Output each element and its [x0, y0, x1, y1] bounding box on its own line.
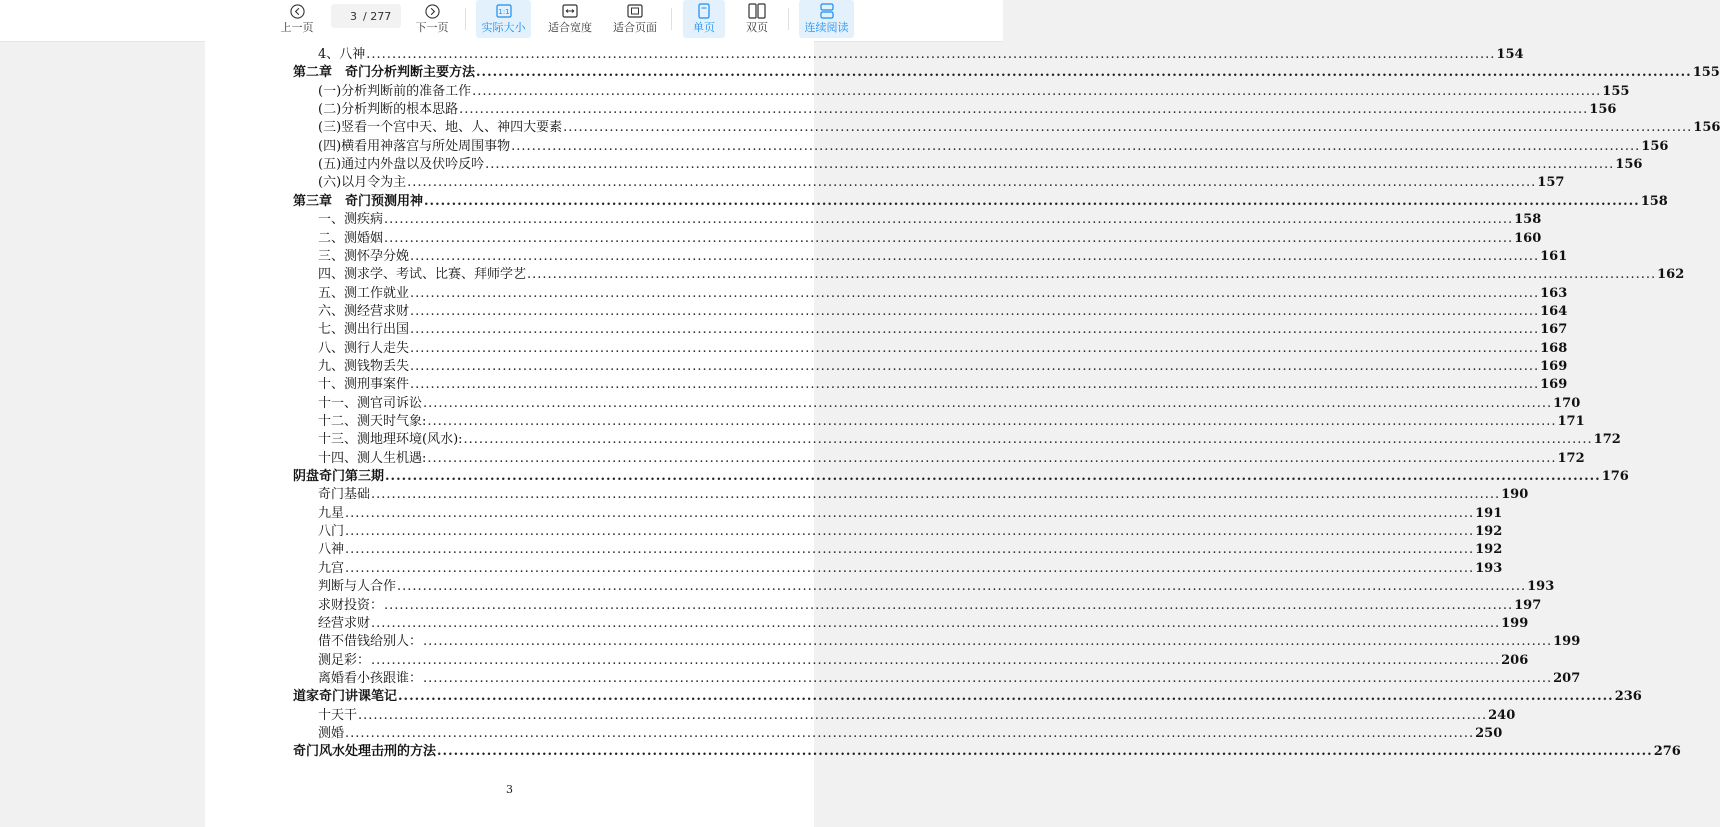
- toc-entry-page: 193: [1527, 579, 1555, 595]
- toc-entry[interactable]: [318, 247, 1568, 265]
- toc-leader-dots: ............................................................................................................................................................................................................................: [345, 505, 1475, 521]
- toc-entry-page: 276: [1653, 744, 1681, 760]
- toolbar-divider: [671, 8, 672, 30]
- toc-entry-page: 176: [1601, 469, 1629, 485]
- toolbar-divider: [788, 8, 789, 30]
- toc-entry-title: (四)横看用神落宫与所处周围事物: [318, 138, 511, 154]
- toc-entry[interactable]: [318, 394, 1581, 412]
- toc-leader-dots: ............................................................................................................................................................................................................................: [427, 414, 1557, 429]
- toc-entry-title: 十三、测地理环境(风水):: [318, 432, 463, 448]
- toc-entry-page: 172: [1593, 432, 1621, 448]
- toc-entry-page: 193: [1475, 560, 1503, 576]
- toc-leader-dots: ............................................................................................................................................................................................................................: [358, 707, 1488, 723]
- toc-entry-title: 经营求财: [318, 615, 371, 631]
- toc-leader-dots: ............................................................................................................................................................................................................................: [366, 47, 1496, 62]
- toc-entry[interactable]: [318, 614, 1529, 632]
- toc-entry[interactable]: [318, 375, 1568, 393]
- toc-entry[interactable]: [318, 559, 1503, 577]
- single-page-icon: [695, 2, 713, 20]
- toc-entry-title: 离婚看小孩跟谁：: [318, 670, 423, 686]
- fit-width-label: 适合宽度: [548, 21, 592, 34]
- toc-leader-dots: ............................................................................................................................................................................................................................: [527, 267, 1657, 283]
- toc-entry-title: 九、测钱物丢失: [318, 358, 410, 374]
- toc-entry-page: 240: [1488, 707, 1516, 723]
- toc-entry[interactable]: [318, 669, 1581, 687]
- toc-entry-page: 192: [1475, 524, 1503, 540]
- svg-text:1:1: 1:1: [497, 8, 510, 16]
- toc-entry-title: 阴盘奇门第三期: [293, 469, 385, 485]
- toc-entry[interactable]: [318, 357, 1568, 375]
- toc-entry-page: 158: [1514, 212, 1542, 228]
- toc-entry-title: (六)以月令为主: [318, 175, 407, 191]
- toc-entry-page: 171: [1557, 414, 1585, 429]
- toc-leader-dots: ............................................................................................................................................................................................................................: [407, 175, 1537, 191]
- toc-entry-page: 163: [1540, 285, 1568, 301]
- toc-entry-title: 一、测疾病: [318, 212, 384, 228]
- toc-entry-page: 250: [1475, 725, 1503, 741]
- toc-entry-page: 156: [1615, 157, 1643, 173]
- toc-entry[interactable]: [318, 430, 1621, 448]
- toc-entry[interactable]: [318, 320, 1568, 338]
- toc-entry-page: 155: [1692, 65, 1720, 81]
- toc-entry-page: 158: [1640, 193, 1668, 209]
- toc-entry-title: 测足彩：: [318, 652, 371, 668]
- toc-entry-page: 190: [1501, 487, 1529, 503]
- toc-leader-dots: ............................................................................................................................................................................................................................: [371, 487, 1501, 503]
- toc-leader-dots: ............................................................................................................................................................................................................................: [410, 377, 1540, 393]
- toc-entry-title: 八门: [318, 524, 345, 540]
- toc-entry-page: 236: [1614, 689, 1642, 705]
- toc-leader-dots: ............................................................................................................................................................................................................................: [384, 212, 1514, 228]
- fit-width-button[interactable]: [544, 0, 596, 38]
- toc-leader-dots: ............................................................................................................................................................................................................................: [410, 303, 1540, 319]
- toc-entry-page: 156: [1589, 102, 1617, 118]
- double-page-button[interactable]: [736, 0, 778, 38]
- toc-entry[interactable]: [318, 577, 1555, 595]
- toc-entry-title: 八、测行人走失: [318, 340, 410, 356]
- toc-leader-dots: ............................................................................................................................................................................................................................: [485, 157, 1615, 173]
- next-page-button[interactable]: [414, 0, 450, 38]
- toc-leader-dots: ............................................................................................................................................................................................................................: [476, 65, 1692, 81]
- toc-entry[interactable]: [318, 706, 1516, 724]
- toc-leader-dots: ............................................................................................................................................................................................................................: [410, 248, 1540, 264]
- toc-leader-dots: ............................................................................................................................................................................................................................: [410, 358, 1540, 374]
- toc-leader-dots: ............................................................................................................................................................................................................................: [459, 102, 1589, 118]
- toc-entry-title: 七、测出行出国: [318, 322, 410, 338]
- toc-entry[interactable]: [318, 449, 1585, 467]
- toc-entry-page: 206: [1501, 652, 1529, 668]
- actual-size-button[interactable]: [476, 0, 531, 38]
- toc-entry-title: 十天干: [318, 707, 358, 723]
- toc-entry[interactable]: [293, 467, 1629, 485]
- chevron-left-circle-icon: [288, 2, 306, 20]
- single-page-label: 单页: [693, 21, 715, 34]
- toc-entry[interactable]: [318, 100, 1617, 118]
- toc-leader-dots: ............................................................................................................................................................................................................................: [345, 560, 1475, 576]
- toc-entry[interactable]: [318, 265, 1685, 283]
- toc-entry-title: 第二章 奇门分析判断主要方法: [293, 65, 476, 81]
- toc-entry-title: (三)竖看一个宫中天、地、人、神四大要素: [318, 120, 563, 136]
- continuous-read-icon: [818, 2, 836, 20]
- toc-entry-title: 十二、测天时气象:: [318, 414, 427, 429]
- toc-entry[interactable]: [318, 522, 1503, 540]
- toc-leader-dots: ............................................................................................................................................................................................................................: [511, 138, 1641, 154]
- toc-entry-page: 162: [1657, 267, 1685, 283]
- fit-page-label: 适合页面: [613, 21, 657, 34]
- toc-entry-page: 192: [1475, 542, 1503, 558]
- toc-leader-dots: ............................................................................................................................................................................................................................: [423, 395, 1553, 411]
- toc-entry-page: 168: [1540, 340, 1568, 356]
- toc-entry-page: 169: [1540, 377, 1568, 393]
- toc-leader-dots: ............................................................................................................................................................................................................................: [345, 725, 1475, 741]
- toc-leader-dots: ............................................................................................................................................................................................................................: [563, 120, 1693, 136]
- toc-leader-dots: ............................................................................................................................................................................................................................: [427, 450, 1557, 466]
- toc-entry[interactable]: [318, 118, 1720, 136]
- prev-page-label: 上一页: [280, 21, 314, 34]
- toc-entry-page: 154: [1496, 47, 1524, 62]
- toc-entry-title: 八神: [318, 542, 345, 558]
- toc-entry-title: (二)分析判断的根本思路: [318, 102, 459, 118]
- toc-entry[interactable]: [318, 302, 1568, 320]
- double-page-label: 双页: [746, 21, 768, 34]
- toc-entry-page: 197: [1514, 597, 1542, 613]
- toc-entry-page: 172: [1557, 450, 1585, 466]
- toc-entry-title: 道家奇门讲课笔记: [293, 689, 398, 705]
- toc-leader-dots: ............................................................................................................................................................................................................................: [410, 322, 1540, 338]
- toc-entry-title: (一)分析判断前的准备工作: [318, 83, 472, 99]
- toc-leader-dots: ............................................................................................................................................................................................................................: [423, 634, 1553, 650]
- toc-entry-title: 九宫: [318, 560, 345, 576]
- toc-entry-title: 第三章 奇门预测用神: [293, 193, 424, 209]
- next-page-label: 下一页: [415, 21, 449, 34]
- toc-entry[interactable]: [318, 651, 1529, 669]
- chevron-right-circle-icon: [423, 2, 441, 20]
- toc-entry-page: 156: [1641, 138, 1669, 154]
- toc-entry-title: 十一、测官司诉讼: [318, 395, 423, 411]
- toc-entry-page: 169: [1540, 358, 1568, 374]
- toc-entry-page: 155: [1602, 83, 1630, 99]
- toc-leader-dots: ............................................................................................................................................................................................................................: [463, 432, 1593, 448]
- toc-entry[interactable]: [318, 284, 1568, 302]
- toc-leader-dots: ............................................................................................................................................................................................................................: [410, 340, 1540, 356]
- toc-entry-page: 191: [1475, 505, 1503, 521]
- toc-leader-dots: ............................................................................................................................................................................................................................: [371, 615, 1501, 631]
- toc-entry[interactable]: [318, 724, 1503, 742]
- page-footer-number: 3: [506, 783, 513, 796]
- toc-entry-title: 四、测求学、考试、比赛、拜师学艺: [318, 267, 527, 283]
- toc-entry[interactable]: [318, 229, 1542, 247]
- toc-leader-dots: ............................................................................................................................................................................................................................: [384, 597, 1514, 613]
- total-pages: / 277: [363, 9, 392, 23]
- toc-leader-dots: ............................................................................................................................................................................................................................: [345, 542, 1475, 558]
- toc-entry-page: 170: [1553, 395, 1581, 411]
- toc-entry[interactable]: [293, 192, 1668, 210]
- toc-entry-title: 测婚: [318, 725, 345, 741]
- toc-entry[interactable]: [318, 210, 1542, 228]
- toc-leader-dots: ............................................................................................................................................................................................................................: [410, 285, 1540, 301]
- toc-entry[interactable]: [318, 45, 1524, 63]
- toc-leader-dots: ............................................................................................................................................................................................................................: [385, 469, 1601, 485]
- toc-entry-title: 三、测怀孕分娩: [318, 248, 410, 264]
- fit-width-icon: [561, 2, 579, 20]
- toc-entry-page: 207: [1553, 670, 1581, 686]
- document-page: [205, 41, 1720, 827]
- toc-entry[interactable]: [318, 412, 1585, 430]
- toc-entry-title: 奇门风水处理击刑的方法: [293, 744, 437, 760]
- toc-entry[interactable]: [318, 596, 1542, 614]
- toc-entry[interactable]: [318, 632, 1581, 650]
- toc-entry-title: 十四、测人生机遇:: [318, 450, 427, 466]
- fit-page-button[interactable]: [609, 0, 661, 38]
- toc-entry-page: 161: [1540, 248, 1568, 264]
- toc-entry-page: 199: [1553, 634, 1581, 650]
- toc-entry-page: 160: [1514, 230, 1542, 246]
- toc-entry-page: 167: [1540, 322, 1568, 338]
- toc-entry-title: 十、测刑事案件: [318, 377, 410, 393]
- toc-entry-page: 164: [1540, 303, 1568, 319]
- toc-entry[interactable]: [318, 485, 1529, 503]
- toc-entry-page: 199: [1501, 615, 1529, 631]
- toc-entry[interactable]: [318, 137, 1669, 155]
- toc-leader-dots: ............................................................................................................................................................................................................................: [424, 193, 1640, 209]
- toc-leader-dots: ............................................................................................................................................................................................................................: [371, 652, 1501, 668]
- toc-entry-title: 判断与人合作: [318, 579, 397, 595]
- toc-leader-dots: ............................................................................................................................................................................................................................: [398, 689, 1614, 705]
- page-number-input[interactable]: [335, 10, 357, 23]
- toc-entry-title: 五、测工作就业: [318, 285, 410, 301]
- actual-size-icon: [495, 2, 513, 20]
- fit-page-icon: [626, 2, 644, 20]
- double-page-icon: [748, 2, 766, 20]
- toc-entry-title: 借不借钱给别人：: [318, 634, 423, 650]
- page-indicator: [331, 4, 401, 28]
- toc-entry-page: 156: [1693, 120, 1720, 136]
- actual-size-label: 实际大小: [481, 21, 526, 34]
- toc-entry-title: 九星: [318, 505, 345, 521]
- toc-entry-title: 4、八神: [318, 47, 366, 62]
- continuous-read-button[interactable]: [799, 0, 854, 38]
- toc-entry[interactable]: [293, 687, 1642, 705]
- toc-entry[interactable]: [318, 82, 1630, 100]
- toc-leader-dots: ............................................................................................................................................................................................................................: [345, 524, 1475, 540]
- toc-entry-title: 六、测经营求财: [318, 303, 410, 319]
- prev-page-button[interactable]: [279, 0, 315, 38]
- toc-leader-dots: ............................................................................................................................................................................................................................: [384, 230, 1514, 246]
- toolbar-divider: [465, 8, 466, 30]
- toc-leader-dots: ............................................................................................................................................................................................................................: [472, 83, 1602, 99]
- continuous-read-label: 连续阅读: [804, 21, 849, 34]
- toc-entry-title: 求财投资：: [318, 597, 384, 613]
- toc-entry[interactable]: [318, 173, 1565, 191]
- toc-entry[interactable]: [318, 339, 1568, 357]
- toc-entry[interactable]: [318, 155, 1643, 173]
- toc-entry-title: 奇门基础: [318, 487, 371, 503]
- toc-entry[interactable]: [318, 540, 1503, 558]
- toc-entry[interactable]: [293, 742, 1681, 760]
- toc-leader-dots: ............................................................................................................................................................................................................................: [397, 579, 1527, 595]
- toc-entry[interactable]: [293, 63, 1720, 81]
- toc-leader-dots: ............................................................................................................................................................................................................................: [423, 670, 1553, 686]
- toc-entry-title: (五)通过内外盘以及伏吟反吟: [318, 157, 485, 173]
- reader-toolbar: [0, 0, 1003, 42]
- toc-leader-dots: ............................................................................................................................................................................................................................: [437, 744, 1653, 760]
- toc-entry-page: 157: [1537, 175, 1565, 191]
- single-page-button[interactable]: [683, 0, 725, 38]
- toc-entry[interactable]: [318, 504, 1503, 522]
- toc-entry-title: 二、测婚姻: [318, 230, 384, 246]
